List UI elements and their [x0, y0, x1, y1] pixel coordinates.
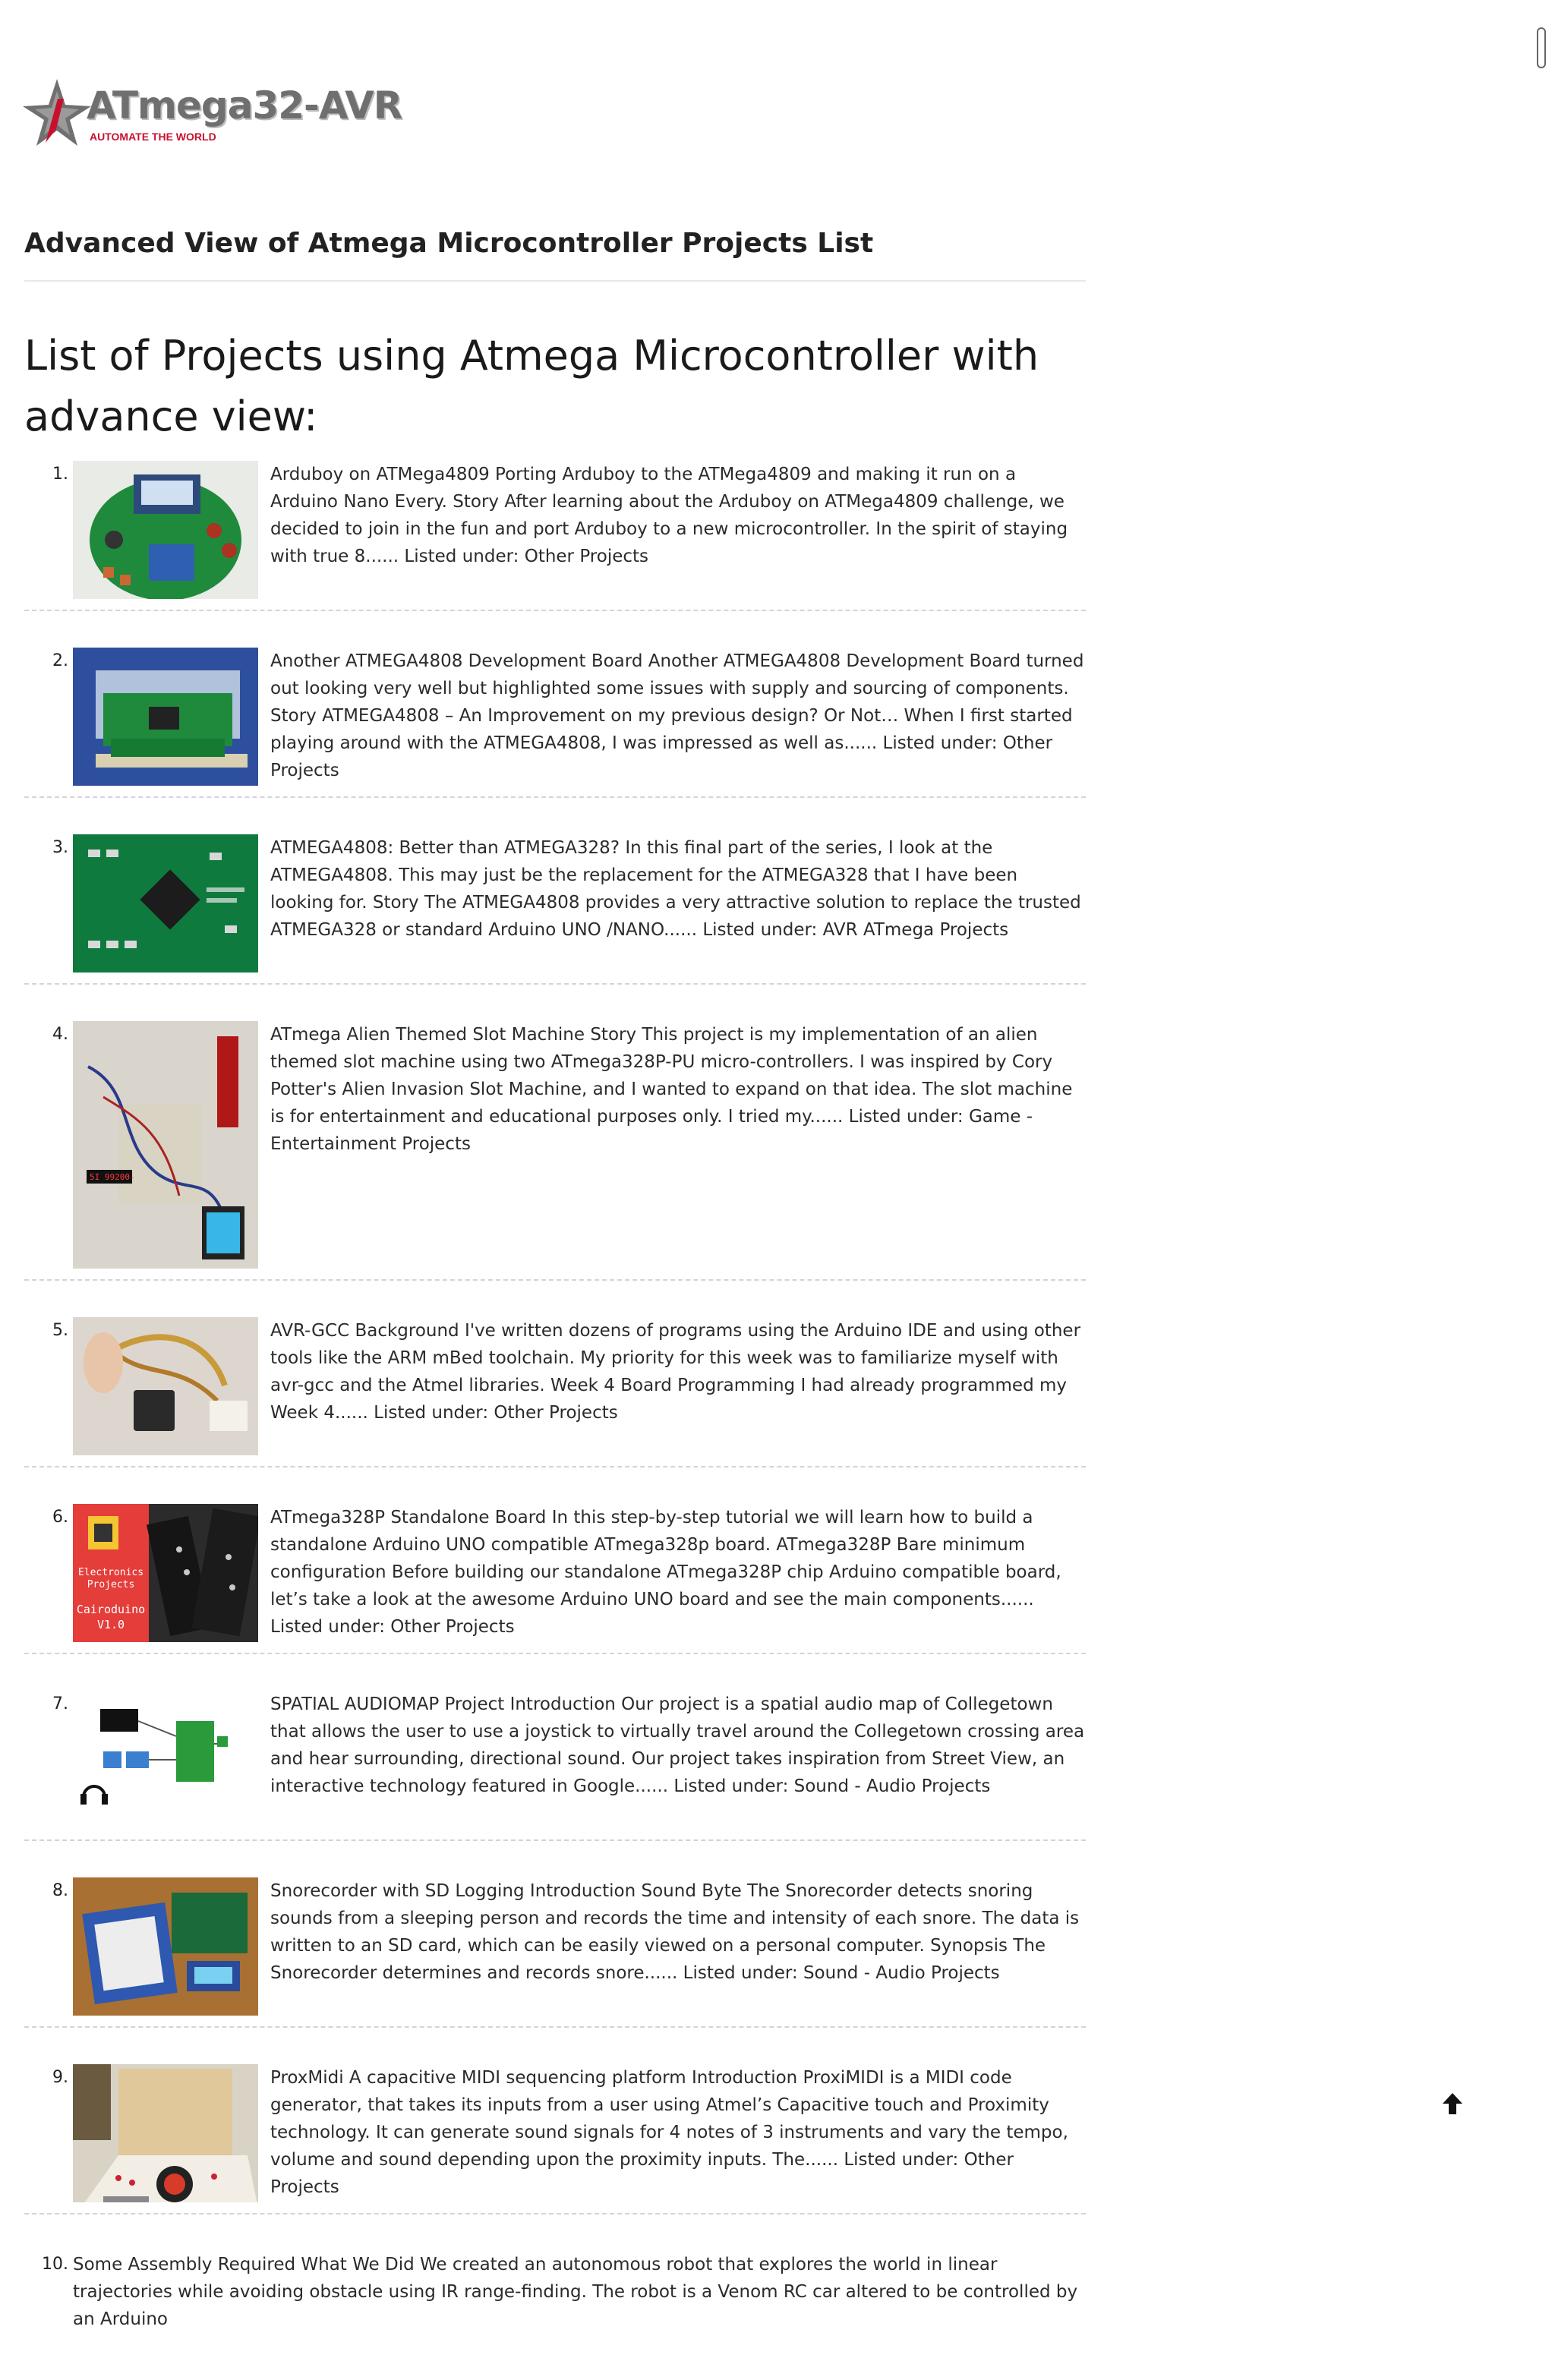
- project-description: ATMEGA4808: Better than ATMEGA328? In this final part of the series, I look at the ATMEGA4808. This may just be the replacement for the ATMEGA328 that I have been looking for. Story The ATMEGA4808 provides a very attractive solution to replace the trusted ATMEGA328 or standard Arduino UNO /NANO...... Listed under: AVR ATmega Projects: [270, 838, 1081, 940]
- project-thumbnail-image: [73, 1021, 258, 1269]
- project-number: 9.: [52, 2068, 68, 2087]
- thumb-caption: Cairoduino: [76, 1603, 146, 1616]
- project-thumbnail-image: [73, 1317, 258, 1455]
- project-number: 3.: [52, 838, 68, 857]
- project-description: Another ATMEGA4808 Development Board Another ATMEGA4808 Development Board turned out looking very well but highlighted some issues with supply and sourcing of components. Story ATMEGA4808 – An Improvement on my previous design? Or Not… When I first started playing around with the ATMEGA4808, I was impressed as well as...... Listed under: Other Projects: [270, 651, 1084, 780]
- project-thumbnail-image: [73, 2064, 258, 2202]
- project-thumbnail[interactable]: [73, 1504, 258, 1642]
- project-description: SPATIAL AUDIOMAP Project Introduction Our project is a spatial audio map of Collegetown that allows the user to use a joystick to virtually travel around the Collegetown crossing area and hear surrounding, directional sound. Our project takes inspiration from Street View, an interactive technology featured in Google...... Listed under: Sound - Audio Projects: [270, 1694, 1085, 1796]
- scrollbar-thumb[interactable]: [1537, 27, 1546, 68]
- project-list: [24, 461, 1086, 2344]
- project-item-4: [24, 1021, 1086, 1281]
- project-thumbnail-image: [73, 648, 258, 786]
- project-thumbnail[interactable]: [73, 461, 258, 599]
- project-item-8: [24, 1877, 1086, 2028]
- project-number: 4.: [52, 1025, 68, 1044]
- thumb-caption: Projects: [87, 1579, 135, 1590]
- project-thumbnail[interactable]: [73, 834, 258, 972]
- project-thumbnail[interactable]: [73, 1021, 258, 1269]
- project-number: 8.: [52, 1881, 68, 1900]
- project-number: 1.: [52, 465, 68, 484]
- main-content: [24, 228, 1086, 2380]
- project-thumbnail[interactable]: [73, 1877, 258, 2016]
- project-thumbnail-image: [73, 1504, 258, 1642]
- project-item-3: [24, 834, 1086, 985]
- logo-text: ATmega32-AVR: [87, 84, 402, 128]
- slot-display-text: 5I 99200-: [90, 1172, 135, 1182]
- project-item-2: [24, 648, 1086, 798]
- site-logo-link[interactable]: [23, 76, 418, 152]
- project-description: Some Assembly Required What We Did We created an autonomous robot that explores the world in linear trajectories while avoiding obstacle using IR range-finding. The robot is a Venom RC car altered to be controlled by an Arduino: [73, 2255, 1078, 2329]
- project-item-5: [24, 1317, 1086, 1467]
- project-thumbnail[interactable]: [73, 1317, 258, 1455]
- back-to-top-button[interactable]: [1440, 2091, 1465, 2117]
- project-description: AVR-GCC Background I've written dozens of programs using the Arduino IDE and using other tools like the ARM mBed toolchain. My priority for this week was to familiarize myself with avr-gcc and the Atmel libraries. Week 4 Board Programming I had already programmed my Week 4...... Listed under: Other Projects: [270, 1321, 1081, 1423]
- project-number: 10.: [42, 2255, 68, 2274]
- project-description: Snorecorder with SD Logging Introduction Sound Byte The Snorecorder detects snoring sounds from a sleeping person and records the time and intensity of each snore. The data is written to an SD card, which can be easily viewed on a personal computer. Synopsis The Snorecorder determines and records snore...... Listed under: Sound - Audio Projects: [270, 1881, 1080, 1983]
- project-item-6: [24, 1504, 1086, 1654]
- arrow-up-icon: [1443, 2093, 1462, 2114]
- project-item-10: [24, 2251, 1086, 2344]
- page-title: Advanced View of Atmega Microcontroller Projects List: [24, 228, 1086, 282]
- project-thumbnail[interactable]: [73, 648, 258, 786]
- project-thumbnail[interactable]: [73, 2064, 258, 2202]
- project-number: 6.: [52, 1508, 68, 1527]
- project-item-9: [24, 2064, 1086, 2215]
- project-thumbnail[interactable]: [73, 1691, 258, 1829]
- project-item-7: [24, 1691, 1086, 1841]
- project-thumbnail-image: [73, 1877, 258, 2016]
- project-description: ATmega328P Standalone Board In this step-by-step tutorial we will learn how to build a standalone Arduino UNO compatible ATmega328p board. ATmega328P Bare minimum configuration Before building our standalone ATmega328P chip Arduino compatible board, let’s take a look at the awesome Arduino UNO board and see the main components...... Listed under: Other Projects: [270, 1508, 1061, 1637]
- project-thumbnail-image: [73, 1691, 258, 1829]
- thumb-caption: Electronics: [77, 1567, 144, 1578]
- logo-tagline: AUTOMATE THE WORLD: [90, 131, 216, 143]
- project-number: 2.: [52, 651, 68, 670]
- project-thumbnail-image: [73, 834, 258, 972]
- project-item-1: [24, 461, 1086, 611]
- site-header: [23, 76, 418, 152]
- thumb-caption: V1.0: [96, 1618, 125, 1631]
- project-description: ATmega Alien Themed Slot Machine Story This project is my implementation of an alien themed slot machine using two ATmega328P-PU micro-controllers. I was inspired by Cory Potter's Alien Invasion Slot Machine, and I wanted to expand on that idea. The slot machine is for entertainment and educational purposes only. I tried my...... Listed under: Game - Entertainment Projects: [270, 1025, 1073, 1154]
- project-number: 5.: [52, 1321, 68, 1340]
- project-number: 7.: [52, 1694, 68, 1713]
- project-description: Arduboy on ATMega4809 Porting Arduboy to the ATMega4809 and making it run on a Arduino Nano Every. Story After learning about the Arduboy on ATMega4809 challenge, we decided to join in the fun and port Arduboy to a new microcontroller. In the spirit of staying with true 8...... Listed under: Other Projects: [270, 465, 1068, 566]
- section-title: List of Projects using Atmega Microcontroller with advance view:: [24, 332, 1039, 440]
- project-thumbnail-image: [73, 461, 258, 599]
- star-logo-icon: [23, 76, 91, 149]
- project-description: ProxMidi A capacitive MIDI sequencing platform Introduction ProxiMIDI is a MIDI code generator, that takes its inputs from a user using Atmel’s Capacitive touch and Proximity technology. It can generate sound signals for 4 notes of 3 instruments and vary the tempo, volume and sound depending upon the proximity inputs. The...... Listed under: Other Projects: [270, 2068, 1068, 2197]
